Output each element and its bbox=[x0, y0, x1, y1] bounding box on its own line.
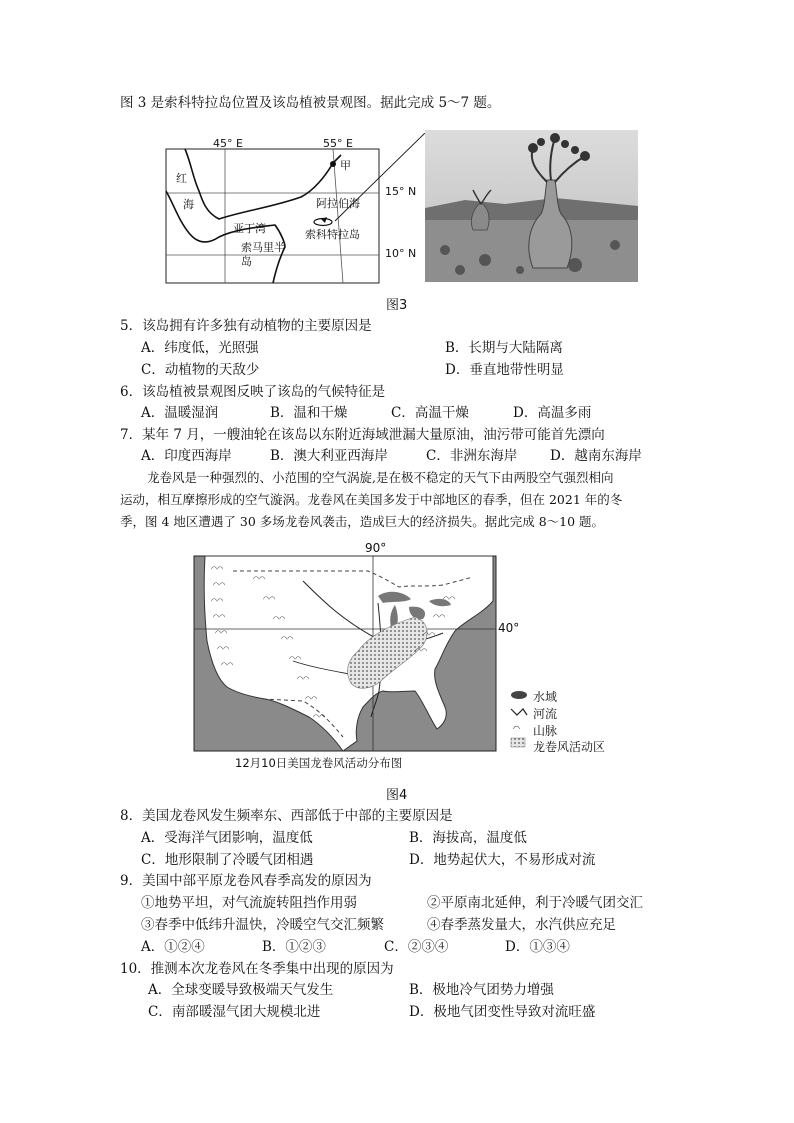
svg-text:◠◠: ◠◠ bbox=[281, 635, 294, 643]
figure3-caption: 图3 bbox=[386, 298, 408, 313]
q7-stem: 7．某年 7 月，一艘油轮在该岛以东附近海域泄漏大量原油，油污带可能首先漂向 bbox=[120, 427, 605, 443]
q6-option-c[interactable]: C．高温干燥 bbox=[391, 405, 469, 421]
svg-text:◠◠: ◠◠ bbox=[423, 631, 436, 639]
q9-stem: 9．美国中部平原龙卷风春季高发的原因为 bbox=[120, 873, 372, 889]
q7-option-c[interactable]: C．非洲东海岸 bbox=[426, 448, 518, 464]
svg-text:◠◠: ◠◠ bbox=[289, 655, 302, 663]
q6-stem: 6．该岛植被景观图反映了该岛的气候特征是 bbox=[120, 384, 386, 400]
q8-stem: 8．美国龙卷风发生频率东、西部低于中部的主要原因是 bbox=[120, 808, 453, 824]
q5-stem: 5．该岛拥有许多独有动植物的主要原因是 bbox=[120, 318, 372, 334]
q5-option-c[interactable]: C．动植物的天敌少 bbox=[141, 362, 260, 378]
q10-option-c[interactable]: C．南部暖湿气团大规模北进 bbox=[148, 1004, 321, 1020]
legend-river: 河流 bbox=[533, 707, 558, 721]
svg-text:◠◠: ◠◠ bbox=[273, 615, 286, 623]
socotra-vegetation-photo bbox=[425, 130, 638, 282]
svg-text:◠◠: ◠◠ bbox=[313, 713, 326, 721]
socotra-label: 索科特拉岛 bbox=[305, 228, 360, 241]
intro-text-fig4-line3: 季，图 4 地区遭遇了 30 多场龙卷风袭击，造成巨大的经济损失。据此完成 8～10 题。 bbox=[120, 514, 605, 529]
q8-option-d[interactable]: D．地势起伏大，不易形成对流 bbox=[409, 852, 596, 868]
svg-text:◠◠: ◠◠ bbox=[443, 595, 456, 603]
svg-text:◠◠: ◠◠ bbox=[263, 595, 276, 603]
svg-text:◠◠: ◠◠ bbox=[297, 675, 310, 683]
svg-text:◠◠: ◠◠ bbox=[253, 575, 266, 583]
svg-text:◠◠: ◠◠ bbox=[213, 613, 226, 621]
svg-text:◠◠: ◠◠ bbox=[211, 597, 224, 605]
intro-text-fig3: 图 3 是索科特拉岛位置及该岛植被景观图。据此完成 5～7 题。 bbox=[120, 95, 501, 111]
legend-tornado-area: 龙卷风活动区 bbox=[533, 740, 606, 754]
svg-text:◠◠: ◠◠ bbox=[211, 565, 224, 573]
figure4-map bbox=[193, 541, 623, 773]
q8-option-c[interactable]: C．地形限制了冷暖气团相遇 bbox=[141, 852, 314, 868]
intro-text-fig4-line1: 龙卷风是一种强烈的、小范围的空气涡旋,是在极不稳定的天气下由两股空气强烈相向 bbox=[147, 470, 614, 485]
q9-option-b[interactable]: B．①②③ bbox=[262, 939, 326, 955]
q9-statement-3: ③春季中低纬升温快，冷暖空气交汇频繁 bbox=[141, 917, 384, 933]
lon-90-label: 90° bbox=[365, 541, 387, 555]
arabian-sea-label: 阿拉伯海 bbox=[316, 197, 360, 210]
svg-text:◠: ◠ bbox=[513, 724, 520, 733]
q6-option-d[interactable]: D．高温多雨 bbox=[513, 405, 592, 421]
q9-option-a[interactable]: A．①②④ bbox=[141, 939, 205, 955]
figure3-map bbox=[163, 133, 425, 285]
jia-label: 甲 bbox=[340, 159, 351, 172]
q5-option-a[interactable]: A．纬度低，光照强 bbox=[141, 340, 259, 356]
q9-option-d[interactable]: D．①③④ bbox=[505, 939, 570, 955]
lat-10-label: 10° N bbox=[385, 247, 417, 260]
q7-option-b[interactable]: B．澳大利亚西海岸 bbox=[270, 448, 388, 464]
vegetation-photo-svg bbox=[425, 130, 638, 282]
lat-15-label: 15° N bbox=[385, 185, 417, 198]
q6-option-a[interactable]: A．温暖湿润 bbox=[141, 405, 219, 421]
gulf-of-aden-label: 亚丁湾 bbox=[233, 222, 266, 235]
svg-text:◠◠: ◠◠ bbox=[215, 629, 228, 637]
intro-text-fig4-line2: 运动，相互摩擦形成的空气漩涡。龙卷风在美国多发于中部地区的春季，但在 2021 年的冬 bbox=[120, 492, 623, 507]
q5-option-b[interactable]: B．长期与大陆隔离 bbox=[445, 340, 563, 356]
somali-peninsula-label: 索马里半岛 bbox=[241, 241, 285, 268]
q8-option-a[interactable]: A．受海洋气团影响，温度低 bbox=[141, 830, 313, 846]
q10-option-a[interactable]: A．全球变暖导致极端天气发生 bbox=[148, 982, 334, 998]
svg-text:◠◠: ◠◠ bbox=[221, 661, 234, 669]
q10-option-b[interactable]: B．极地冷气团势力增强 bbox=[409, 982, 554, 998]
q10-stem: 10．推测本次龙卷风在冬季集中出现的原因为 bbox=[120, 961, 394, 977]
svg-text:◠◠: ◠◠ bbox=[433, 613, 446, 621]
legend-mountain: 山脉 bbox=[533, 724, 558, 738]
legend-water: 水域 bbox=[533, 690, 558, 704]
svg-text:◠◠: ◠◠ bbox=[305, 695, 318, 703]
q8-option-b[interactable]: B．海拔高，温度低 bbox=[409, 830, 527, 846]
lat-40-label: 40° bbox=[498, 621, 520, 635]
q9-statement-2: ②平原南北延伸，利于冷暖气团交汇 bbox=[427, 895, 643, 911]
q7-option-d[interactable]: D．越南东海岸 bbox=[550, 448, 642, 464]
q9-statement-1: ①地势平坦，对气流旋转阻挡作用弱 bbox=[141, 895, 357, 911]
q5-option-d[interactable]: D．垂直地带性明显 bbox=[445, 362, 564, 378]
svg-text:◠◠: ◠◠ bbox=[217, 645, 230, 653]
lon-55-label: 55° E bbox=[323, 137, 353, 150]
svg-text:◠◠: ◠◠ bbox=[213, 581, 226, 589]
figure4-caption: 图4 bbox=[386, 788, 408, 803]
svg-text:◠◠: ◠◠ bbox=[415, 647, 428, 655]
red-sea-label-2: 海 bbox=[183, 198, 194, 211]
q9-statement-4: ④春季蒸发量大，水汽供应充足 bbox=[427, 917, 616, 933]
figure4-map-title: 12月10日美国龙卷风活动分布图 bbox=[235, 756, 403, 770]
red-sea-label-1: 红 bbox=[176, 172, 187, 185]
lon-45-label: 45° E bbox=[213, 137, 243, 150]
q6-option-b[interactable]: B．温和干燥 bbox=[270, 405, 348, 421]
q7-option-a[interactable]: A．印度西海岸 bbox=[141, 448, 232, 464]
q9-option-c[interactable]: C．②③④ bbox=[384, 939, 449, 955]
q10-option-d[interactable]: D．极地气团变性导致对流旺盛 bbox=[409, 1004, 596, 1020]
figure3-map-svg bbox=[163, 133, 425, 285]
